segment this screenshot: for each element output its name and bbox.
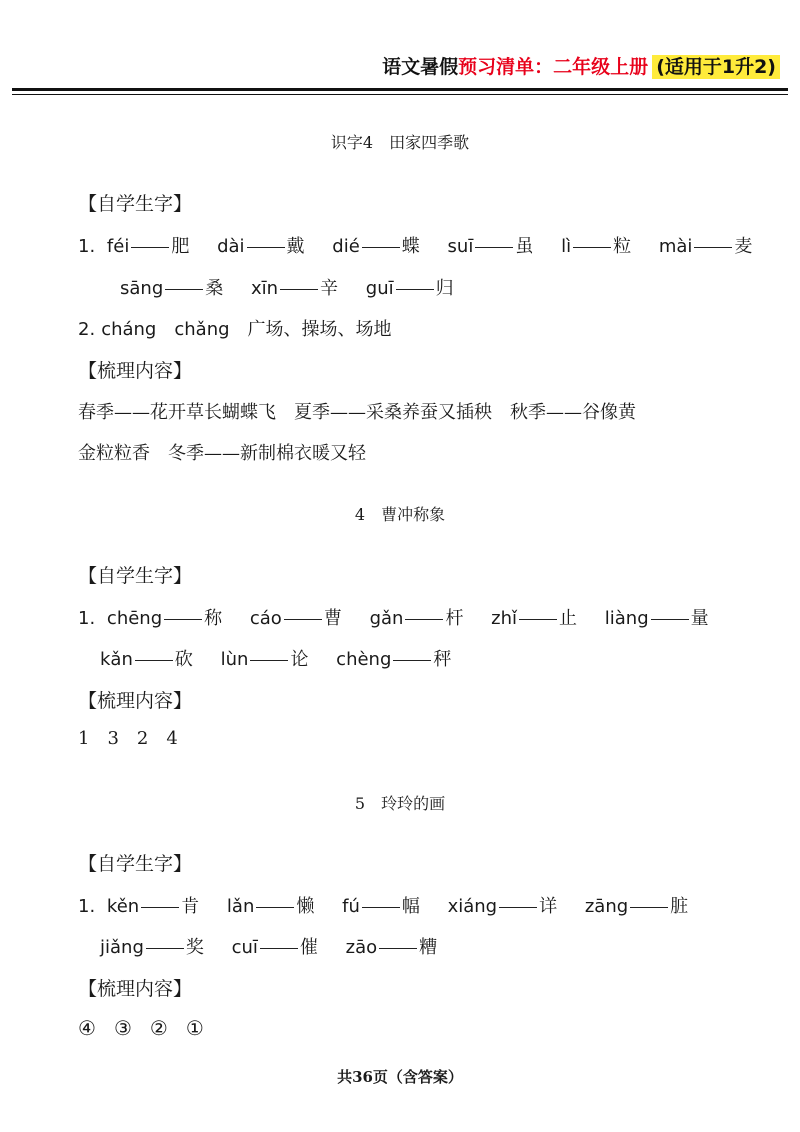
hanzi: 详 bbox=[539, 896, 558, 917]
header-grade-note: (适用于1升2) bbox=[652, 55, 780, 79]
pinyin: zhǐ bbox=[491, 608, 518, 629]
vocab-pair bbox=[346, 933, 438, 959]
dash-separator bbox=[651, 619, 689, 620]
hanzi: 辛 bbox=[320, 278, 339, 299]
vocab-line bbox=[100, 645, 473, 671]
vocab-pair bbox=[448, 232, 534, 258]
vocab-pair bbox=[250, 604, 342, 630]
pinyin: suī bbox=[447, 236, 474, 257]
section-label-self-study: 【自学生字】 bbox=[78, 193, 193, 215]
vocab-line bbox=[78, 604, 709, 630]
pinyin: fú bbox=[342, 896, 360, 917]
vocab-pair bbox=[100, 645, 193, 671]
pinyin: xiáng bbox=[447, 896, 498, 917]
review-text: 金粒粒香 冬季——新制棉衣暖又轻 bbox=[78, 443, 366, 464]
vocab-pair bbox=[659, 232, 753, 258]
vocab-pair bbox=[491, 604, 577, 630]
answer-item: ③ bbox=[113, 1016, 132, 1040]
section-label-self-study: 【自学生字】 bbox=[78, 853, 193, 875]
hanzi: 曹 bbox=[323, 608, 342, 629]
pinyin: zāng bbox=[584, 896, 629, 917]
pinyin: dài bbox=[217, 236, 245, 257]
dash-separator bbox=[280, 289, 318, 290]
dash-separator bbox=[256, 907, 294, 908]
pinyin: féi bbox=[106, 236, 130, 257]
pinyin: kěn bbox=[106, 896, 140, 917]
hanzi: 杆 bbox=[445, 608, 464, 629]
hanzi: 奖 bbox=[185, 937, 204, 958]
section-label-review: 【梳理内容】 bbox=[78, 690, 193, 712]
dash-separator bbox=[573, 247, 611, 248]
hanzi: 懒 bbox=[296, 896, 315, 917]
pinyin: mài bbox=[658, 236, 693, 257]
dash-separator bbox=[247, 247, 285, 248]
pinyin: chēng bbox=[106, 608, 163, 629]
vocab-pair bbox=[561, 232, 631, 258]
vocab-line bbox=[100, 933, 459, 959]
pinyin: lǎn bbox=[226, 896, 255, 917]
hanzi: 幅 bbox=[401, 896, 420, 917]
lesson-title: 4 曹冲称象 bbox=[354, 505, 446, 524]
hanzi: 虽 bbox=[515, 236, 534, 257]
hanzi: 桑 bbox=[205, 278, 224, 299]
answer-item: ④ bbox=[78, 1016, 96, 1040]
dash-separator bbox=[393, 660, 431, 661]
section-label-review: 【梳理内容】 bbox=[78, 360, 193, 382]
vocab-pair bbox=[366, 274, 454, 300]
dash-separator bbox=[260, 948, 298, 949]
answer-item: ② bbox=[149, 1016, 168, 1040]
vocab-pair bbox=[336, 645, 451, 671]
item-number: 1. bbox=[78, 896, 96, 917]
pinyin: lì bbox=[561, 236, 572, 257]
dash-separator bbox=[250, 660, 288, 661]
pinyin: guī bbox=[365, 278, 394, 299]
pinyin: cáo bbox=[249, 608, 282, 629]
vocab-pair bbox=[120, 274, 223, 300]
vocab-pair bbox=[100, 933, 204, 959]
hanzi: 脏 bbox=[670, 896, 689, 917]
header-rule-thick bbox=[12, 88, 788, 91]
hanzi: 糟 bbox=[419, 937, 438, 958]
lesson-title: 5 玲玲的画 bbox=[354, 794, 446, 813]
dash-separator bbox=[141, 907, 179, 908]
vocab-pair bbox=[605, 604, 709, 630]
pinyin: cuī bbox=[231, 937, 258, 958]
vocab-pair bbox=[107, 604, 222, 630]
answer-item: 3 bbox=[107, 728, 119, 749]
dash-separator bbox=[475, 247, 513, 248]
pinyin: liàng bbox=[604, 608, 649, 629]
hanzi: 肥 bbox=[171, 236, 190, 257]
dash-separator bbox=[519, 619, 557, 620]
item-number: 1. bbox=[78, 608, 96, 629]
dash-separator bbox=[131, 247, 169, 248]
section-label-self-study: 【自学生字】 bbox=[78, 565, 193, 587]
header-title-part1: 语文暑假 bbox=[382, 56, 459, 78]
dash-separator bbox=[362, 907, 400, 908]
dash-separator bbox=[405, 619, 443, 620]
dash-separator bbox=[146, 948, 184, 949]
vocab-pair bbox=[251, 274, 338, 300]
vocab-pair bbox=[227, 892, 314, 918]
hanzi: 称 bbox=[204, 608, 223, 629]
header-rule-thin bbox=[12, 94, 788, 95]
vocab-pair bbox=[217, 232, 304, 258]
dash-separator bbox=[379, 948, 417, 949]
pinyin: jiǎng bbox=[100, 937, 144, 958]
dash-separator bbox=[362, 247, 400, 248]
hanzi: 量 bbox=[690, 608, 709, 629]
item-number: 2. bbox=[78, 319, 96, 340]
vocab-pair bbox=[221, 645, 309, 671]
item-number: 1. bbox=[78, 236, 96, 257]
hanzi: 砍 bbox=[174, 649, 193, 670]
vocab-line bbox=[120, 274, 476, 300]
vocab-pair bbox=[342, 892, 420, 918]
dash-separator bbox=[694, 247, 732, 248]
pinyin: sāng bbox=[120, 278, 164, 299]
hanzi: 归 bbox=[435, 278, 454, 299]
polyphone-text: cháng chǎng 广场、操场、场地 bbox=[101, 319, 392, 340]
hanzi: 麦 bbox=[734, 236, 753, 257]
pinyin: chèng bbox=[336, 649, 392, 670]
lesson-title: 识字4 田家四季歌 bbox=[330, 133, 470, 152]
hanzi: 秤 bbox=[433, 649, 452, 670]
answer-item: 4 bbox=[166, 728, 178, 749]
pinyin: lùn bbox=[220, 649, 249, 670]
hanzi: 粒 bbox=[613, 236, 632, 257]
vocab-line bbox=[78, 315, 392, 341]
vocab-pair bbox=[332, 232, 420, 258]
hanzi: 催 bbox=[299, 937, 318, 958]
hanzi: 蝶 bbox=[401, 236, 420, 257]
dash-separator bbox=[165, 289, 203, 290]
vocab-pair bbox=[107, 232, 189, 258]
vocab-pair bbox=[370, 604, 464, 630]
vocab-pair bbox=[585, 892, 688, 918]
vocab-pair bbox=[232, 933, 318, 959]
dash-separator bbox=[164, 619, 202, 620]
pinyin: dié bbox=[332, 236, 360, 257]
vocab-line bbox=[78, 892, 688, 918]
dash-separator bbox=[499, 907, 537, 908]
review-answer-sequence bbox=[78, 728, 196, 749]
hanzi: 戴 bbox=[286, 236, 305, 257]
review-text: 春季——花开草长蝴蝶飞 夏季——采桑养蚕又插秧 秋季——谷像黄 bbox=[78, 402, 636, 423]
dash-separator bbox=[396, 289, 434, 290]
dash-separator bbox=[135, 660, 173, 661]
section-label-review: 【梳理内容】 bbox=[78, 978, 193, 1000]
hanzi: 论 bbox=[290, 649, 309, 670]
pinyin: kǎn bbox=[100, 649, 133, 670]
hanzi: 止 bbox=[559, 608, 578, 629]
dash-separator bbox=[630, 907, 668, 908]
review-answer-sequence bbox=[78, 1016, 222, 1040]
answer-item: 2 bbox=[136, 728, 149, 749]
document-header bbox=[382, 52, 780, 79]
hanzi: 肯 bbox=[181, 896, 200, 917]
pinyin: xīn bbox=[250, 278, 279, 299]
dash-separator bbox=[284, 619, 322, 620]
answer-item: ① bbox=[185, 1016, 204, 1040]
pinyin: zāo bbox=[345, 937, 378, 958]
page-footer: 共36页（含答案） bbox=[337, 1068, 463, 1086]
vocab-pair bbox=[107, 892, 199, 918]
vocab-pair bbox=[448, 892, 558, 918]
answer-item: 1 bbox=[78, 728, 90, 749]
vocab-line bbox=[78, 232, 752, 258]
header-title-part2: 预习清单：二年级上册 bbox=[458, 56, 649, 78]
pinyin: gǎn bbox=[369, 608, 404, 629]
